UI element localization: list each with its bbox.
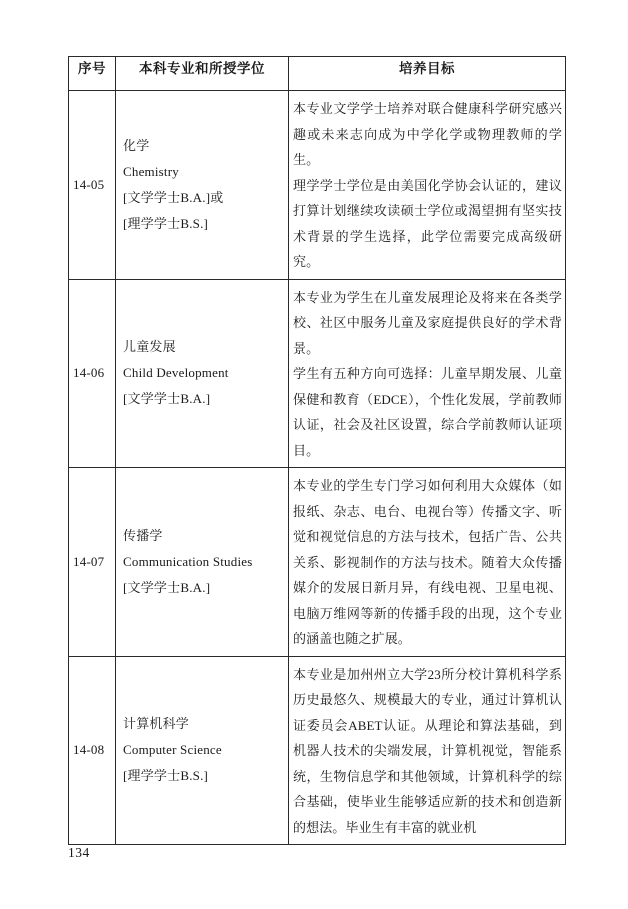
major-name-english: Chemistry: [123, 163, 179, 179]
goal-paragraph: 本专业是加州州立大学23所分校计算机科学系历史最悠久、规模最大的专业，通过计算机认证委员会ABET认证。从理论和算法基础，到机器人技术的尖端发展，计算机视觉，智能系统，生物信息学和其他领域，计算机科学的综合基础，使毕业生能够适应新的技术和创造新的想法。毕业生有丰富的就业机: [293, 666, 562, 835]
table-row: [69, 468, 566, 657]
table-row: [69, 279, 566, 468]
major-degree-1: [文学学士B.A.]或: [123, 189, 224, 205]
cell-major-name: [116, 91, 289, 280]
major-name-chinese: 计算机科学: [123, 716, 190, 732]
cell-training-goal: [289, 279, 566, 468]
major-name-english: Communication Studies: [123, 553, 253, 569]
major-name-chinese: 传播学: [123, 527, 163, 543]
cell-training-goal: [289, 656, 566, 845]
cell-training-goal: [289, 468, 566, 657]
cell-major-number: 14-07: [69, 468, 116, 657]
major-degree-1: [文学学士B.A.]: [123, 579, 211, 595]
cell-major-name: [116, 656, 289, 845]
major-degree-1: [文学学士B.A.]: [123, 391, 211, 407]
major-name-english: Computer Science: [123, 742, 222, 758]
major-name-chinese: 化学: [123, 137, 150, 153]
cell-major-name: [116, 468, 289, 657]
goal-paragraph: 学生有五种方向可选择：儿童早期发展、儿童保健和教育（EDCE），个性化发展，学前教师认证，社会及社区设置，综合学前教师认证项目。: [293, 366, 562, 458]
goal-paragraph: 本专业的学生专门学习如何利用大众媒体（如报纸、杂志、电台、电视台等）传播文字、听觉和视觉信息的方法与技术，包括广告、公共关系、影视制作的方法与技术。随着大众传播媒介的发展日新月异，有线电视、卫星电视、电脑万维网等新的传播手段的出现，这个专业的涵盖也随之扩展。: [293, 478, 562, 646]
cell-major-number: 14-08: [69, 656, 116, 845]
cell-major-number: 14-06: [69, 279, 116, 468]
table-row: [69, 91, 566, 280]
majors-table: [68, 56, 566, 845]
major-degree-2: [理学学士B.S.]: [123, 215, 209, 231]
goal-paragraph: 本专业为学生在儿童发展理论及将来在各类学校、社区中服务儿童及家庭提供良好的学术背景。: [293, 289, 562, 356]
table-header-row: [69, 57, 566, 91]
major-name-chinese: 儿童发展: [123, 339, 176, 355]
major-degree-1: [理学学士B.S.]: [123, 768, 209, 784]
cell-major-name: [116, 279, 289, 468]
goal-paragraph: 本专业文学学士培养对联合健康科学研究感兴趣或未来志向成为中学化学或物理教师的学生。: [293, 101, 562, 167]
column-header-goal: 培养目标: [289, 57, 566, 91]
column-header-no: 序号: [69, 57, 116, 91]
goal-paragraph: 理学学士学位是由美国化学协会认证的，建议打算计划继续攻读硕士学位或渴望拥有坚实技术背景的学生选择，此学位需要完成高级研究。: [293, 177, 562, 269]
column-header-major: 本科专业和所授学位: [116, 57, 289, 91]
table-body: [69, 91, 566, 845]
table-header: [69, 57, 566, 91]
table-row: [69, 656, 566, 845]
major-name-english: Child Development: [123, 365, 229, 381]
cell-training-goal: [289, 91, 566, 280]
cell-major-number: 14-05: [69, 91, 116, 280]
page-number: 134: [68, 845, 90, 860]
